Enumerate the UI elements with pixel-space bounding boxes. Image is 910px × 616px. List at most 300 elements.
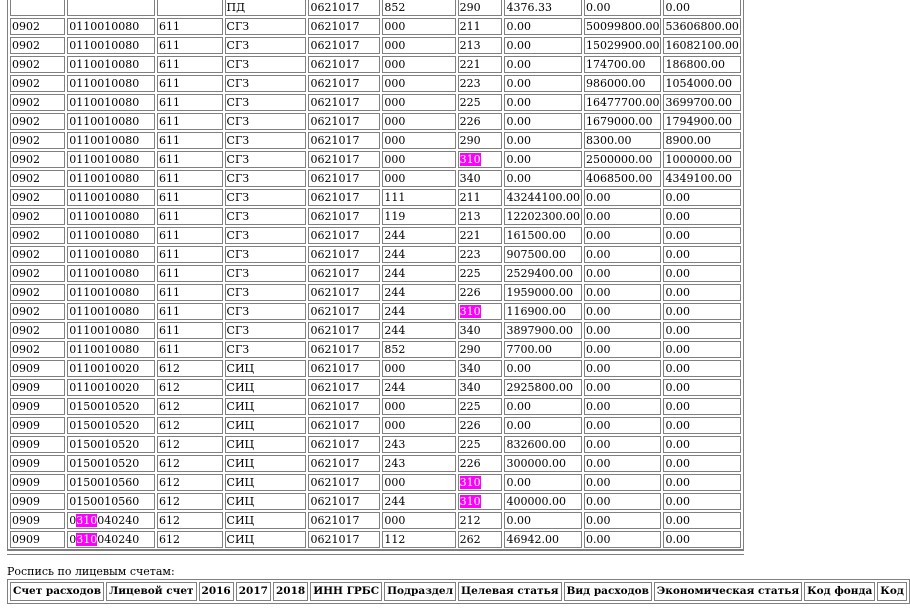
cell-amount-2017: 0.00 [584, 436, 661, 453]
cell-amount-2017: 4068500.00 [584, 170, 661, 187]
table-row [10, 75, 741, 92]
cell-target-article: 0110010080 [67, 265, 155, 282]
cell-target-article: 0110010080 [67, 284, 155, 301]
horizontal-rule [7, 549, 744, 550]
cell-expense-type: 000 [382, 360, 455, 377]
cell-econ-article: 223 [458, 75, 503, 92]
cell-econ-article: 221 [458, 227, 503, 244]
cell-inn: 0621017 [308, 151, 380, 168]
cell-amount-2017: 2500000.00 [584, 151, 661, 168]
cell-target-article: 0110010080 [67, 341, 155, 358]
cell-amount-2017: 0.00 [584, 417, 661, 434]
cell-org-code: 612 [157, 493, 223, 510]
column-header: Вид расходов [564, 582, 652, 601]
cell-section: 0909 [10, 512, 65, 529]
cell-org-code: 611 [157, 113, 223, 130]
cell-section: 0902 [10, 132, 65, 149]
cell-econ-article [458, 303, 503, 320]
cell-section: 0902 [10, 170, 65, 187]
cell-expense-type: 112 [382, 531, 455, 548]
cell-amount-2016: 300000.00 [504, 455, 581, 472]
cell-org-code: 611 [157, 151, 223, 168]
cell-org-code: 611 [157, 227, 223, 244]
cell-amount-2018: 1054000.00 [663, 75, 741, 92]
search-highlight: 310 [76, 514, 98, 527]
cell-amount-2017: 0.00 [584, 398, 661, 415]
cell-org: СГЗ [225, 132, 307, 149]
cell-amount-2018: 0.00 [663, 265, 741, 282]
cell-inn: 0621017 [308, 0, 380, 16]
cell-amount-2018: 53606800.00 [663, 18, 741, 35]
cell-org: СГЗ [225, 208, 307, 225]
cell-org-code: 612 [157, 360, 223, 377]
cell-inn: 0621017 [308, 265, 380, 282]
cell-econ-article: 211 [458, 18, 503, 35]
cell-expense-type: 000 [382, 113, 455, 130]
table-row [10, 398, 741, 415]
cell-econ-article: 212 [458, 512, 503, 529]
cell-inn: 0621017 [308, 303, 380, 320]
cell-amount-2017: 0.00 [584, 284, 661, 301]
cell-org: СГЗ [225, 322, 307, 339]
cell-amount-2016: 43244100.00 [506, 191, 580, 204]
cell-inn: 0621017 [308, 189, 380, 206]
cell-expense-type: 244 [382, 322, 455, 339]
cell-amount-2017: 0.00 [584, 189, 661, 206]
cell-expense-type: 244 [382, 379, 455, 396]
cell-amount-2017: 0.00 [584, 303, 661, 320]
cell-target-article: 0150010560 [67, 474, 155, 491]
table-row [10, 132, 741, 149]
cell-amount-2016: 0.00 [504, 37, 581, 54]
cell-amount-2016: 116900.00 [504, 303, 581, 320]
cell-econ-article [458, 493, 503, 510]
cell-econ-article: 290 [458, 341, 503, 358]
cell-org-code: 611 [157, 75, 223, 92]
cell-expense-type: 000 [382, 56, 455, 73]
cell-inn: 0621017 [308, 512, 380, 529]
cell-amount-2017: 16477700.00 [585, 96, 660, 109]
cell-org: СИЦ [225, 531, 307, 548]
cell-econ-article: 290 [458, 0, 503, 16]
table-row [10, 360, 741, 377]
cell-target-article: 0110010080 [67, 322, 155, 339]
cell-econ-article: 223 [458, 246, 503, 263]
cell-org-code: 612 [157, 379, 223, 396]
cell-section: 0902 [10, 341, 65, 358]
cell-amount-2017: 0.00 [584, 531, 661, 548]
header-row [10, 582, 907, 601]
cell-org-code: 612 [157, 417, 223, 434]
table-row [10, 0, 741, 16]
cell-section: 0902 [10, 189, 65, 206]
cell-inn: 0621017 [308, 37, 380, 54]
cell-amount-2016: 907500.00 [504, 246, 581, 263]
cell-amount-2018: 1000000.00 [663, 151, 741, 168]
table-row [10, 113, 741, 130]
section-caption: Роспись по лицевым счетам: [7, 565, 175, 578]
cell-amount-2016: 0.00 [504, 75, 581, 92]
cell-amount-2017: 50099800.00 [585, 20, 660, 33]
cell-org: СГЗ [225, 189, 307, 206]
cell-section: 0909 [10, 398, 65, 415]
cell-expense-type: 119 [382, 208, 455, 225]
cell-inn: 0621017 [308, 436, 380, 453]
cell-econ-article: 262 [458, 531, 503, 548]
cell-inn: 0621017 [308, 474, 380, 491]
cell-amount-2018: 0.00 [663, 360, 741, 377]
cell-amount-2017: 8300.00 [584, 132, 661, 149]
cell-econ-article: 226 [458, 284, 503, 301]
cell-inn: 0621017 [308, 246, 380, 263]
cell-org-code: 611 [157, 246, 223, 263]
table-row [10, 531, 741, 548]
cell-org-code [157, 0, 223, 16]
cell-section: 0909 [10, 531, 65, 548]
column-header: ИНН ГРБС [310, 582, 382, 601]
cell-amount-2016: 0.00 [504, 94, 581, 111]
cell-amount-2018: 0.00 [663, 208, 741, 225]
table-row [10, 18, 741, 35]
cell-econ-article: 226 [458, 113, 503, 130]
table-row [10, 493, 741, 510]
cell-amount-2016: 12202300.00 [506, 210, 580, 223]
table-row [10, 303, 741, 320]
cell-amount-2017: 0.00 [584, 455, 661, 472]
cell-amount-2016: 0.00 [504, 170, 581, 187]
cell-amount-2018: 0.00 [663, 474, 741, 491]
cell-inn: 0621017 [308, 360, 380, 377]
cell-econ-article: 226 [458, 417, 503, 434]
column-header: Лицевой счет [106, 582, 197, 601]
table-row [10, 170, 741, 187]
cell-amount-2017: 0.00 [584, 379, 661, 396]
cell-expense-type: 244 [382, 265, 455, 282]
cell-org-code: 611 [157, 284, 223, 301]
search-highlight: 310 [76, 533, 98, 546]
cell-target-article: 0110010080 [67, 113, 155, 130]
cell-org: СГЗ [225, 113, 307, 130]
cell-target-article: 0110010080 [67, 75, 155, 92]
cell-org: СГЗ [225, 341, 307, 358]
cell-target-article: 0110010080 [67, 170, 155, 187]
cell-amount-2018: 3699700.00 [663, 94, 741, 111]
cell-inn: 0621017 [308, 113, 380, 130]
cell-inn: 0621017 [308, 455, 380, 472]
cell-section: 0902 [10, 227, 65, 244]
cell-section: 0902 [10, 113, 65, 130]
cell-target-article: 0310040240 [67, 531, 155, 548]
cell-econ-article: 221 [458, 56, 503, 73]
cell-section: 0909 [10, 379, 65, 396]
cell-expense-type: 244 [382, 493, 455, 510]
table-row [10, 284, 741, 301]
cell-org-code: 611 [157, 18, 223, 35]
cell-org-code: 611 [157, 303, 223, 320]
cell-org: ПД [225, 0, 307, 16]
cell-amount-2017: 0.00 [584, 512, 661, 529]
cell-section: 0902 [10, 265, 65, 282]
cell-amount-2018: 0.00 [663, 0, 741, 16]
cell-expense-type: 000 [382, 474, 455, 491]
cell-org-code: 611 [157, 37, 223, 54]
cell-econ-article: 213 [458, 37, 503, 54]
cell-org-code: 611 [157, 56, 223, 73]
table-row [10, 94, 741, 111]
cell-expense-type: 000 [382, 151, 455, 168]
cell-target-article: 0150010520 [67, 455, 155, 472]
cell-econ-article: 225 [458, 398, 503, 415]
cell-target-article: 0110010080 [67, 303, 155, 320]
table-row [10, 208, 741, 225]
cell-econ-article: 225 [458, 436, 503, 453]
cell-amount-2018: 0.00 [663, 531, 741, 548]
table-row [10, 265, 741, 282]
cell-target-article: 0150010520 [67, 417, 155, 434]
cell-amount-2017: 0.00 [584, 341, 661, 358]
column-header: 2017 [236, 582, 271, 601]
cell-expense-type: 852 [382, 341, 455, 358]
table-row [10, 341, 741, 358]
cell-target-article: 0110010080 [67, 18, 155, 35]
search-highlight: 310 [459, 495, 481, 508]
cell-section: 0909 [10, 455, 65, 472]
cell-amount-2017: 0.00 [584, 246, 661, 263]
cell-org-code: 611 [157, 132, 223, 149]
cell-org-code: 611 [157, 322, 223, 339]
column-header: Код [877, 582, 907, 601]
cell-expense-type: 000 [382, 398, 455, 415]
cell-org-code: 611 [157, 265, 223, 282]
cell-org: СИЦ [225, 474, 307, 491]
cell-expense-type: 000 [382, 132, 455, 149]
cell-section: 0909 [10, 474, 65, 491]
table-row [10, 436, 741, 453]
cell-target-article [67, 0, 155, 16]
cell-amount-2016: 3897900.00 [504, 322, 581, 339]
column-header: Целевая статья [458, 582, 562, 601]
cell-target-article: 0150010520 [67, 436, 155, 453]
cell-amount-2016: 0.00 [504, 474, 581, 491]
cell-org: СГЗ [225, 75, 307, 92]
cell-target-article: 0110010080 [67, 227, 155, 244]
table-row [10, 246, 741, 263]
cell-amount-2018: 0.00 [663, 246, 741, 263]
cell-amount-2017: 1679000.00 [584, 113, 661, 130]
cell-org-code: 612 [157, 474, 223, 491]
cell-section: 0902 [10, 246, 65, 263]
cell-amount-2018: 0.00 [663, 284, 741, 301]
cell-amount-2016: 7700.00 [504, 341, 581, 358]
cell-amount-2017: 0.00 [584, 474, 661, 491]
cell-amount-2018: 0.00 [663, 227, 741, 244]
cell-inn: 0621017 [308, 208, 380, 225]
cell-amount-2016: 0.00 [504, 398, 581, 415]
cell-amount-2018: 8900.00 [663, 132, 741, 149]
cell-econ-article: 290 [458, 132, 503, 149]
cell-amount-2018: 0.00 [663, 322, 741, 339]
cell-section: 0902 [10, 37, 65, 54]
cell-econ-article: 340 [458, 379, 503, 396]
cell-org: СГЗ [225, 56, 307, 73]
cell-amount-2017: 15029900.00 [585, 39, 660, 52]
cell-amount-2018: 1794900.00 [663, 113, 741, 130]
column-header: Подраздел [384, 582, 456, 601]
cell-amount-2018: 0.00 [663, 493, 741, 510]
cell-section: 0909 [10, 417, 65, 434]
cell-amount-2018: 16082100.00 [663, 37, 741, 54]
cell-section: 0909 [10, 436, 65, 453]
cell-section: 0909 [10, 493, 65, 510]
cell-org: СИЦ [225, 436, 307, 453]
cell-org: СГЗ [225, 170, 307, 187]
cell-section: 0902 [10, 322, 65, 339]
cell-amount-2017: 0.00 [584, 322, 661, 339]
cell-expense-type: 000 [382, 170, 455, 187]
cell-econ-article: 213 [458, 208, 503, 225]
cell-org: СИЦ [225, 379, 307, 396]
cell-amount-2018: 0.00 [663, 417, 741, 434]
cell-amount-2017: 0.00 [584, 360, 661, 377]
cell-amount-2017: 0.00 [584, 208, 661, 225]
cell-econ-article [458, 474, 503, 491]
cell-org-code: 612 [157, 455, 223, 472]
cell-section: 0902 [10, 208, 65, 225]
cell-inn: 0621017 [308, 531, 380, 548]
cell-econ-article: 340 [458, 360, 503, 377]
table-row [10, 417, 741, 434]
cell-amount-2018: 0.00 [663, 189, 741, 206]
table-row [10, 56, 741, 73]
cell-inn: 0621017 [308, 284, 380, 301]
cell-amount-2016: 0.00 [504, 512, 581, 529]
column-header: 2016 [199, 582, 234, 601]
cell-inn: 0621017 [308, 379, 380, 396]
table-row [10, 227, 741, 244]
cell-amount-2018: 0.00 [663, 398, 741, 415]
table-row [10, 455, 741, 472]
search-highlight: 310 [459, 305, 481, 318]
cell-org-code: 612 [157, 531, 223, 548]
cell-inn: 0621017 [308, 227, 380, 244]
column-header: Код фонда [804, 582, 875, 601]
search-highlight: 310 [459, 153, 481, 166]
cell-econ-article: 225 [458, 265, 503, 282]
cell-org: СИЦ [225, 455, 307, 472]
cell-inn: 0621017 [308, 132, 380, 149]
cell-expense-type: 244 [382, 284, 455, 301]
cell-expense-type: 000 [382, 94, 455, 111]
cell-amount-2018: 0.00 [663, 341, 741, 358]
search-highlight: 310 [459, 476, 481, 489]
cell-inn: 0621017 [308, 398, 380, 415]
cell-inn: 0621017 [308, 75, 380, 92]
cell-target-article: 0310040240 [67, 512, 155, 529]
cell-amount-2018: 4349100.00 [663, 170, 741, 187]
cell-target-article: 0150010560 [67, 493, 155, 510]
table-row [10, 474, 741, 491]
cell-amount-2017: 0.00 [584, 0, 661, 16]
cell-econ-article [458, 151, 503, 168]
cell-inn: 0621017 [308, 170, 380, 187]
cell-expense-type: 243 [382, 436, 455, 453]
cell-target-article: 0110010080 [67, 246, 155, 263]
cell-expense-type: 000 [382, 75, 455, 92]
cell-org: СГЗ [225, 18, 307, 35]
cell-amount-2018: 186800.00 [663, 56, 741, 73]
cell-amount-2017: 0.00 [584, 493, 661, 510]
cell-econ-article: 340 [458, 322, 503, 339]
cell-org-code: 611 [157, 208, 223, 225]
cell-inn: 0621017 [308, 417, 380, 434]
cell-org: СИЦ [225, 512, 307, 529]
cell-org: СГЗ [225, 151, 307, 168]
cell-expense-type: 244 [382, 246, 455, 263]
cell-inn: 0621017 [308, 56, 380, 73]
cell-target-article: 0110010080 [67, 37, 155, 54]
cell-amount-2016: 0.00 [504, 360, 581, 377]
cell-target-article: 0110010080 [67, 189, 155, 206]
cell-inn: 0621017 [308, 18, 380, 35]
cell-econ-article: 226 [458, 455, 503, 472]
cell-target-article: 0150010520 [67, 398, 155, 415]
cell-target-article: 0110010020 [67, 360, 155, 377]
cell-section: 0902 [10, 284, 65, 301]
cell-amount-2016: 4376.33 [504, 0, 581, 16]
cell-org: СГЗ [225, 94, 307, 111]
cell-amount-2018: 0.00 [663, 436, 741, 453]
cell-econ-article: 211 [458, 189, 503, 206]
cell-amount-2016: 161500.00 [504, 227, 581, 244]
cell-target-article: 0110010080 [67, 56, 155, 73]
cell-expense-type: 244 [382, 227, 455, 244]
cell-expense-type: 000 [382, 37, 455, 54]
cell-org: СИЦ [225, 360, 307, 377]
cell-org: СИЦ [225, 398, 307, 415]
cell-amount-2016: 2925800.00 [504, 379, 581, 396]
table-row [10, 322, 741, 339]
cell-inn: 0621017 [308, 322, 380, 339]
cell-org: СИЦ [225, 417, 307, 434]
cell-expense-type: 000 [382, 417, 455, 434]
cell-amount-2017: 0.00 [584, 227, 661, 244]
cell-org-code: 611 [157, 189, 223, 206]
cell-expense-type: 000 [382, 18, 455, 35]
cell-org: СГЗ [225, 246, 307, 263]
cell-econ-article: 340 [458, 170, 503, 187]
cell-amount-2016: 400000.00 [504, 493, 581, 510]
cell-target-article: 0110010080 [67, 132, 155, 149]
cell-amount-2016: 46942.00 [504, 531, 581, 548]
cell-expense-type: 000 [382, 512, 455, 529]
cell-section: 0902 [10, 94, 65, 111]
cell-amount-2016: 2529400.00 [504, 265, 581, 282]
cell-target-article: 0110010080 [67, 208, 155, 225]
cell-target-article: 0110010080 [67, 94, 155, 111]
table-row [10, 512, 741, 529]
budget-table [7, 0, 744, 551]
cell-section: 0909 [10, 360, 65, 377]
cell-econ-article: 225 [458, 94, 503, 111]
cell-org: СГЗ [225, 227, 307, 244]
cell-amount-2018: 0.00 [663, 455, 741, 472]
cell-amount-2016: 832600.00 [504, 436, 581, 453]
cell-org-code: 611 [157, 94, 223, 111]
cell-amount-2017: 986000.00 [584, 75, 661, 92]
cell-org-code: 611 [157, 170, 223, 187]
cell-amount-2016: 0.00 [504, 18, 581, 35]
cell-expense-type: 852 [382, 0, 455, 16]
